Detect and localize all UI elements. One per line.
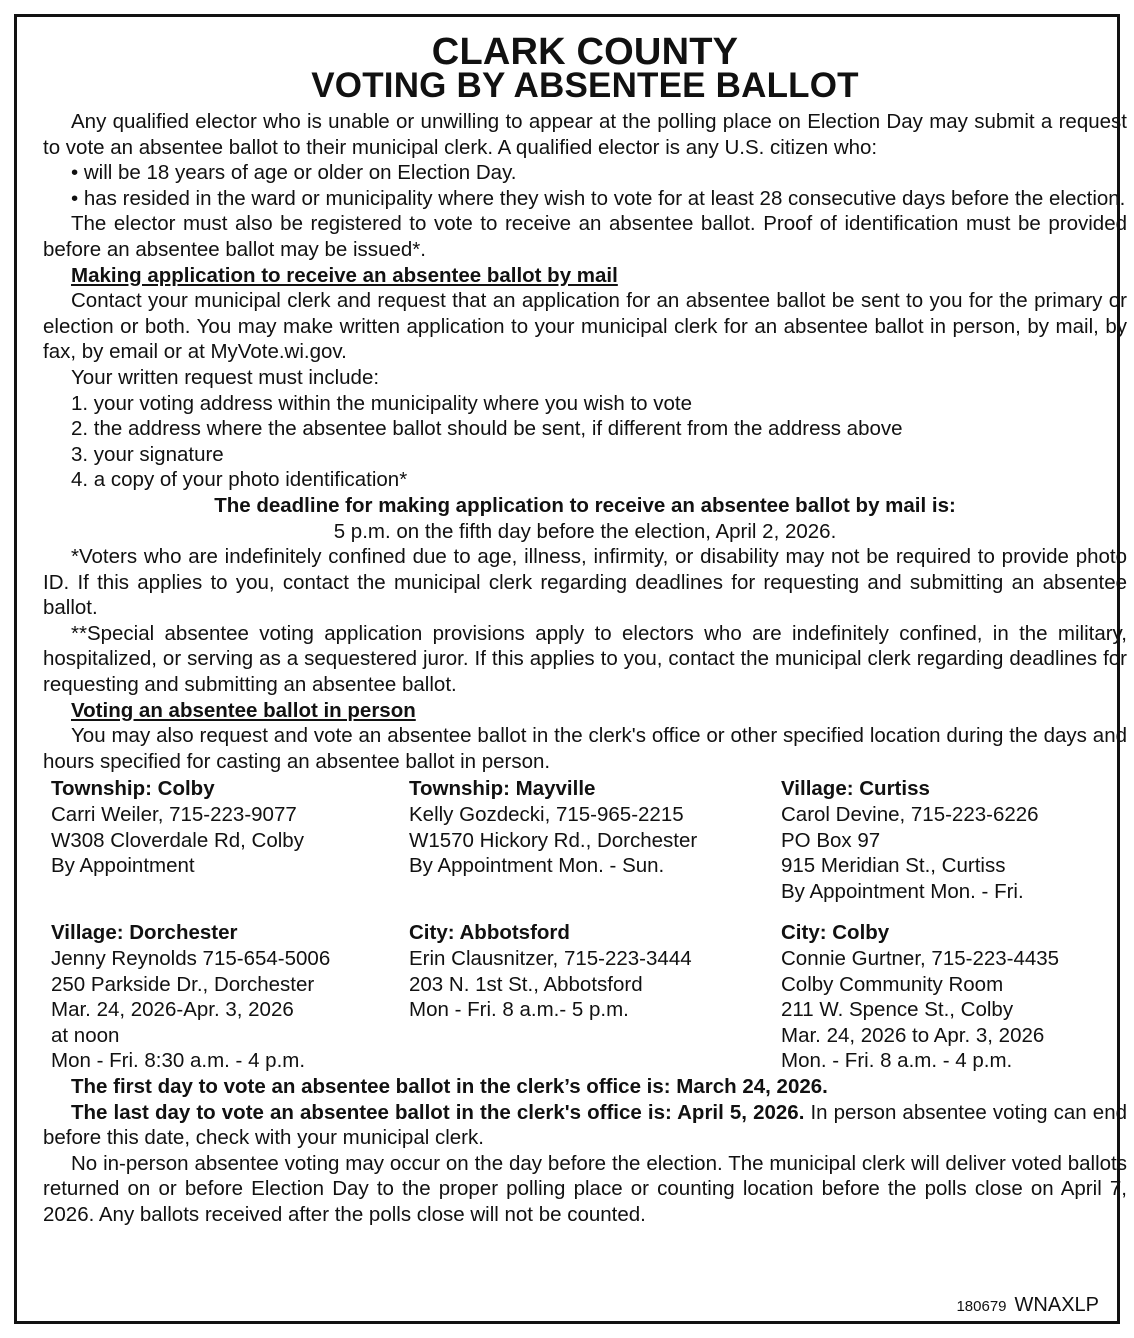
clerk-directory — [51, 776, 1127, 1090]
clerk-entry — [51, 776, 409, 904]
clerk-entry — [51, 920, 409, 1074]
in-person-section-heading: Voting an absentee ballot in person — [71, 698, 416, 722]
notice-body — [43, 109, 1127, 1228]
mail-section-heading: Making application to receive an absentee ballot by mail — [71, 263, 618, 287]
clerk-line: Mon - Fri. 8:30 a.m. - 4 p.m. — [51, 1049, 306, 1073]
clerk-line: Connie Gurtner, 715-223-4435 — [781, 947, 1060, 970]
request-item: 1. your voting address within the municipality where you wish to vote — [71, 391, 693, 415]
clerk-line: Mar. 24, 2026-Apr. 3, 2026 — [51, 998, 294, 1022]
notice-border — [14, 14, 1127, 1324]
ad-code: WNAXLP — [1014, 1294, 1099, 1316]
special-provisions-note: **Special absentee voting application provisions apply to electors who are indefinitely confined, in the military, hospitalized, or serving as a sequestered juror. If this applies to you, contact the municipal clerk regarding deadlines for requesting and submitting an absentee ballot. — [43, 621, 1127, 697]
last-day-label: The last day to vote an absentee ballot in the clerk's office is: April 5, 2026. — [71, 1100, 805, 1124]
eligibility-bullet: • has resided in the ward or municipality where they wish to vote for at least 28 consecutive days before the election. — [71, 186, 1126, 210]
first-day-statement: The first day to vote an absentee ballot in the clerk’s office is: March 24, 2026. — [71, 1074, 828, 1098]
clerk-entry — [409, 920, 781, 1074]
clerk-line: Colby Community Room — [781, 972, 1004, 996]
clerk-line: Mon - Fri. 8 a.m.- 5 p.m. — [409, 998, 629, 1022]
ad-number: 180679 — [956, 1298, 1007, 1315]
request-item: 3. your signature — [71, 442, 224, 466]
clerk-municipality: Township: Mayville — [409, 777, 596, 801]
in-person-paragraph: You may also request and vote an absentee ballot in the clerk's office or other specified location during the days and hours specified for casting an absentee ballot in person. — [43, 724, 1127, 773]
clerk-line: 250 Parkside Dr., Dorchester — [51, 972, 315, 996]
clerk-municipality: Village: Dorchester — [51, 921, 238, 945]
clerk-line: By Appointment Mon. - Fri. — [781, 879, 1024, 903]
intro-paragraph: Any qualified elector who is unable or unwilling to appear at the polling place on Election Day may submit a request to vote an absentee ballot to their municipal clerk. A qualified elector is any U.S. citizen who: — [43, 110, 1127, 159]
clerk-line: Erin Clausnitzer, 715-223-3444 — [409, 947, 692, 970]
notice-content — [43, 31, 1127, 1228]
mail-deadline-value: 5 p.m. on the fifth day before the election, April 2, 2026. — [333, 519, 837, 543]
clerk-line: PO Box 97 — [781, 828, 881, 852]
clerk-line: By Appointment Mon. - Sun. — [409, 854, 665, 878]
clerk-line: at noon — [51, 1023, 120, 1047]
clerk-line: Mar. 24, 2026 to Apr. 3, 2026 — [781, 1023, 1045, 1047]
eligibility-bullet: • will be 18 years of age or older on Election Day. — [71, 161, 517, 185]
ad-reference — [956, 1294, 1099, 1317]
clerk-municipality: City: Abbotsford — [409, 921, 570, 945]
last-day-statement — [43, 1100, 1127, 1151]
closing-paragraph: No in-person absentee voting may occur on the day before the election. The municipal clerk will deliver voted ballots returned on or before Election Day to the proper polling place or counting location before the polls close on April 7, 2026. Any ballots received after the polls close will not be counted. — [43, 1151, 1127, 1226]
clerk-line: 211 W. Spence St., Colby — [781, 998, 1014, 1022]
clerk-municipality: City: Colby — [781, 921, 890, 945]
clerk-line: 915 Meridian St., Curtiss — [781, 854, 1006, 878]
mail-paragraph: Contact your municipal clerk and request that an application for an absentee ballot be sent to you for the primary or election or both. You may make written application to your municipal clerk for an absentee ballot in person, by mail, by fax, by email or at MyVote.wi.gov. — [43, 289, 1127, 364]
last-day-note: In person absentee voting can end before this date, check with your municipal clerk. — [43, 1100, 1127, 1150]
clerk-line: Mon. - Fri. 8 a.m. - 4 p.m. — [781, 1049, 1013, 1073]
clerk-line: Carol Devine, 715-223-6226 — [781, 803, 1039, 827]
registration-paragraph: The elector must also be registered to vote to receive an absentee ballot. Proof of identification must be provided before an absentee ballot may be issued*. — [43, 212, 1127, 261]
clerk-municipality: Village: Curtiss — [781, 777, 930, 801]
request-intro: Your written request must include: — [71, 365, 380, 389]
clerk-line: Carri Weiler, 715-223-9077 — [51, 803, 297, 827]
clerk-line: By Appointment — [51, 854, 195, 878]
clerk-entry — [781, 920, 1131, 1074]
clerk-municipality: Township: Colby — [51, 777, 215, 801]
clerk-entry — [409, 776, 781, 904]
clerk-line: 203 N. 1st St., Abbotsford — [409, 972, 643, 996]
clerk-line: Kelly Gozdecki, 715-965-2215 — [409, 803, 684, 827]
clerk-line: W1570 Hickory Rd., Dorchester — [409, 828, 698, 852]
confined-note: *Voters who are indefinitely confined due to age, illness, infirmity, or disability may not be required to provide photo ID. If this applies to you, contact the municipal clerk regarding deadlines for requesting and submitting an absentee ballot. — [43, 545, 1127, 620]
clerk-line: Jenny Reynolds 715-654-5006 — [51, 947, 331, 970]
clerk-entry — [781, 776, 1131, 904]
request-item: 2. the address where the absentee ballot should be sent, if different from the address above — [71, 417, 903, 441]
request-item: 4. a copy of your photo identification* — [71, 468, 408, 492]
county-title: CLARK COUNTY — [431, 31, 739, 73]
mail-deadline-label: The deadline for making application to receive an absentee ballot by mail is: — [214, 493, 956, 517]
clerk-line: W308 Cloverdale Rd, Colby — [51, 828, 304, 852]
notice-title: VOTING BY ABSENTEE BALLOT — [311, 66, 859, 105]
